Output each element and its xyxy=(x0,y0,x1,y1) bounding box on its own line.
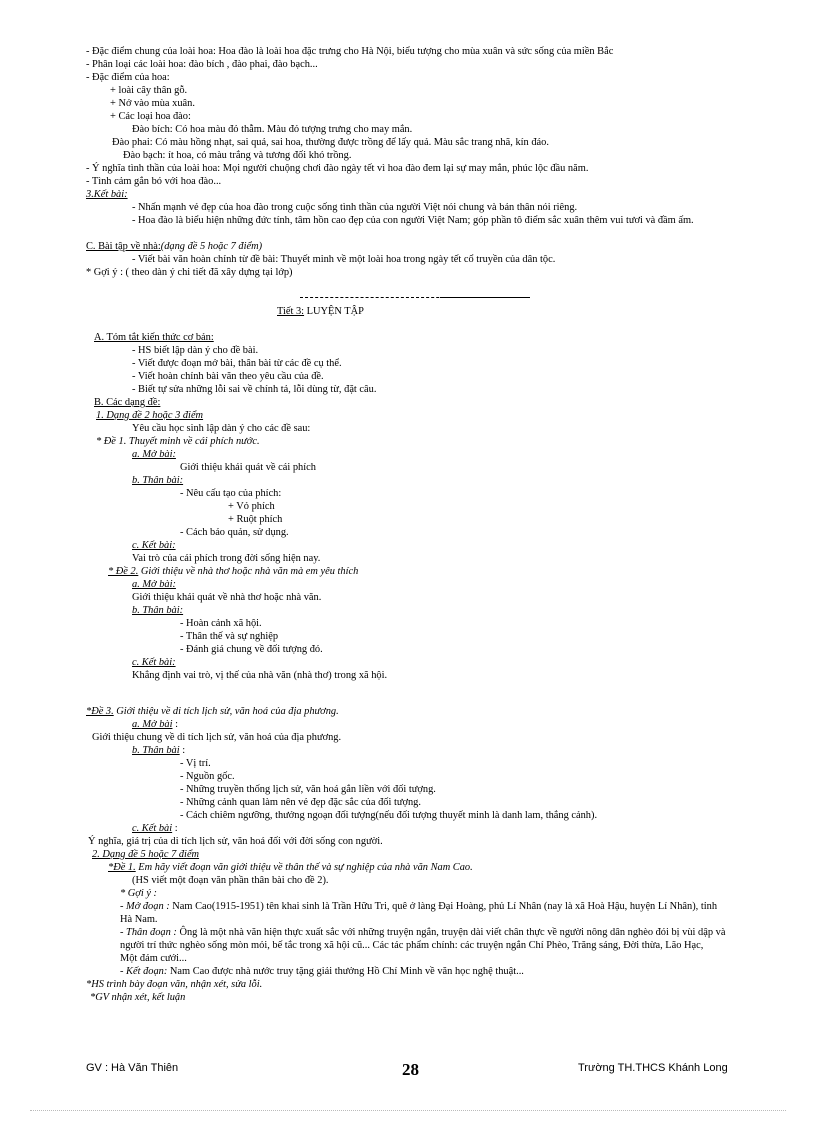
text-line xyxy=(132,214,694,227)
text-line-main: *HS trình bày đoạn văn, nhận xét, sửa lỗi. xyxy=(86,979,263,990)
text-line-main: (HS viết một đoạn văn phần thân bài cho đề 2). xyxy=(132,875,329,886)
text-line xyxy=(132,123,412,136)
text-line-tail: Nam Cao được nhà nước truy tặng giải thưởng Hồ Chí Minh về văn học nghệ thuật... xyxy=(167,966,524,977)
text-line xyxy=(86,175,221,188)
text-line-main: - Đặc điểm của hoa: xyxy=(86,72,170,83)
text-line xyxy=(132,201,577,214)
text-line-tail: Em hãy viết đoạn văn giới thiệu về thân thế và sự nghiệp của nhà văn Nam Cao. xyxy=(135,862,473,873)
text-line-tail: (dạng đề 5 hoặc 7 điểm) xyxy=(160,241,263,252)
text-line xyxy=(86,162,588,175)
text-line xyxy=(86,978,262,991)
text-line xyxy=(132,253,555,266)
text-line-main: - Những cảnh quan làm nên vẻ đẹp đặc sắc của đối tượng. xyxy=(180,797,421,808)
text-line-main: - Thân thế và sự nghiệp xyxy=(180,631,279,642)
text-line-main: Yêu cầu học sinh lập dàn ý cho các đề sau: xyxy=(132,423,311,434)
text-line-main: c. Kết bài xyxy=(132,823,173,834)
text-line-main: + Vỏ phích xyxy=(228,501,275,512)
text-line xyxy=(132,344,258,357)
text-line xyxy=(132,539,176,552)
text-line xyxy=(132,383,376,396)
text-line-main: A. Tóm tắt kiến thức cơ bản: xyxy=(94,332,214,343)
footer-teacher: GV : Hà Văn Thiên xyxy=(86,1062,179,1074)
text-line xyxy=(110,97,195,110)
text-line-main: *Đề 3. xyxy=(86,706,114,717)
text-line xyxy=(120,900,717,913)
text-line-main: - Nguồn gốc. xyxy=(180,771,235,782)
text-line xyxy=(108,565,358,578)
text-line-main: + Nở vào mùa xuân. xyxy=(110,98,195,109)
text-line xyxy=(112,136,549,149)
text-line xyxy=(132,874,329,887)
text-line xyxy=(132,357,342,370)
text-line-main: - Phân loại các loài hoa: đào bích , đào phai, đào bạch... xyxy=(86,59,318,70)
text-line-main: - Ý nghĩa tình thần của loài hoa: Mọi người chuộng chơi đào ngày tết vì hoa đào đem lại sự may mắn, phúc lộc đầu năm. xyxy=(86,163,589,174)
text-line-main: c. Kết bài: xyxy=(132,657,176,668)
text-line xyxy=(132,656,176,669)
text-line-main: - Tình cảm gắn bó với hoa đào... xyxy=(86,176,222,187)
text-line-main: - Viết bài văn hoàn chỉnh từ đề bài: Thuyết minh về một loài hoa trong ngày tết cổ truyền của dân tộc. xyxy=(132,254,556,265)
text-line-main: Một đám cưới... xyxy=(120,953,187,964)
text-line xyxy=(180,617,262,630)
text-line xyxy=(180,757,211,770)
footer-school: Trường TH.THCS Khánh Long xyxy=(578,1062,728,1074)
text-line xyxy=(86,71,170,84)
text-line-main: b. Thân bài: xyxy=(132,605,184,616)
text-line xyxy=(120,887,157,900)
text-line xyxy=(86,188,128,201)
text-line-tail: Nam Cao(1915-1951) tên khai sinh là Trần Hữu Tri, quê ở làng Đại Hoàng, phủ Lí Nhân (nay là xã Hoà Hậu, huyện Lí Nhân), tỉnh xyxy=(169,901,718,912)
text-line xyxy=(132,822,178,835)
text-line xyxy=(86,45,613,58)
text-line xyxy=(110,110,191,123)
text-line xyxy=(180,526,289,539)
text-line xyxy=(132,448,176,461)
text-line xyxy=(132,744,185,757)
text-line xyxy=(228,500,275,513)
text-line-main: a. Mở bài: xyxy=(132,449,176,460)
text-line-main: a. Mở bài: xyxy=(132,579,176,590)
text-line-main: - Biết tự sửa những lỗi sai về chính tả, lỗi dùng từ, đặt câu. xyxy=(132,384,377,395)
text-line xyxy=(120,926,725,939)
text-line xyxy=(132,474,183,487)
text-line-tail: Giới thiệu về di tích lịch sử, văn hoá của địa phương. xyxy=(113,706,339,717)
text-line-main: - Cách bảo quản, sử dụng. xyxy=(180,527,289,538)
text-line xyxy=(86,240,262,253)
text-line xyxy=(94,396,160,409)
text-line xyxy=(132,370,324,383)
text-line-main: a. Mở bài xyxy=(132,719,173,730)
text-line-main: C. Bài tập về nhà: xyxy=(86,241,161,252)
text-line-main: - Đặc điểm chung của loài hoa: Hoa đào là loài hoa đặc trưng cho Hà Nội, biểu tượng cho mùa xuân và sức sống của miền Bắc xyxy=(86,46,614,57)
text-line xyxy=(180,487,281,500)
text-line-tail: : xyxy=(172,719,178,730)
text-line-main: * Đề 1. Thuyết minh về cái phích nước. xyxy=(96,436,260,447)
text-line xyxy=(180,643,323,656)
text-line-main: c. Kết bài: xyxy=(132,540,176,551)
text-line-main: + Ruột phích xyxy=(228,514,283,525)
text-line xyxy=(180,461,316,474)
text-line-main: *Đề 1. xyxy=(108,862,136,873)
text-line xyxy=(132,604,183,617)
text-line xyxy=(92,731,341,744)
text-line xyxy=(132,718,178,731)
page-number: 28 xyxy=(402,1060,419,1079)
text-line xyxy=(120,939,703,952)
text-line-main: * Gợi ý : ( theo dàn ý chi tiết đã xây dựng tại lớp) xyxy=(86,267,293,278)
text-line xyxy=(180,770,235,783)
text-line-main: - Thân đoạn : xyxy=(120,927,177,938)
text-line-main: - Viết hoàn chỉnh bài văn theo yêu cầu của đề. xyxy=(132,371,324,382)
text-line xyxy=(120,952,187,965)
text-line-main: b. Thân bài xyxy=(132,745,180,756)
text-line-main: - HS biết lập dàn ý cho đề bài. xyxy=(132,345,259,356)
text-line xyxy=(180,630,278,643)
text-line xyxy=(108,861,473,874)
text-line-main: * Gợi ý : xyxy=(120,888,157,899)
text-line xyxy=(96,409,203,422)
text-line-main: Hà Nam. xyxy=(120,914,158,925)
text-line-main: Ý nghĩa, giá trị của di tích lịch sử, văn hoá đối với đời sống con người. xyxy=(88,836,383,847)
text-line-main: - Viết được đoạn mở bài, thân bài từ các đề cụ thể. xyxy=(132,358,342,369)
text-line-tail: LUYỆN TẬP xyxy=(304,306,364,317)
text-line xyxy=(92,848,199,861)
text-line-main: Vai trò của cái phích trong đời sống hiện nay. xyxy=(132,553,321,564)
text-line-main: b. Thân bài: xyxy=(132,475,184,486)
text-line-main: Giới thiệu khái quát về cái phích xyxy=(180,462,316,473)
page-bottom-border xyxy=(30,1110,786,1111)
text-line xyxy=(180,796,421,809)
text-line-main: Đào bích: Có hoa màu đỏ thẫm. Màu đỏ tượng trưng cho may mắn. xyxy=(132,124,413,135)
text-line-main: Khẳng định vai trò, vị thế của nhà văn (nhà thơ) trong xã hội. xyxy=(132,670,388,681)
text-line-main: + Các loại hoa đào: xyxy=(110,111,191,122)
text-line xyxy=(110,84,187,97)
text-line-main: 1. Dạng đề 2 hoặc 3 điểm xyxy=(96,410,204,421)
text-line xyxy=(90,991,185,1004)
text-line xyxy=(88,835,383,848)
text-line-main: Giới thiệu khái quát về nhà thơ hoặc nhà văn. xyxy=(132,592,322,603)
text-line-main: *GV nhận xét, kết luận xyxy=(90,992,186,1003)
text-line xyxy=(228,513,282,526)
text-line-main: 2. Dạng đề 5 hoặc 7 điểm xyxy=(92,849,200,860)
text-line-main: - Kết đoạn: xyxy=(120,966,168,977)
text-line-main: - Những truyền thống lịch sử, văn hoá gắn liền với đối tượng. xyxy=(180,784,436,795)
text-line xyxy=(96,435,260,448)
text-line xyxy=(180,783,436,796)
section-divider-solid xyxy=(440,297,530,298)
text-line-main: Đào bạch: ít hoa, có màu trắng và tương đối khó trồng. xyxy=(123,150,352,161)
text-line-main: - Hoa đào là biểu hiện những đức tính, tâm hồn cao đẹp của con người Việt Nam; góp phần tô điểm sắc xuân thêm vui tươi và đầm ấm. xyxy=(132,215,694,226)
text-line xyxy=(180,809,597,822)
text-line-main: - Mở đoạn : xyxy=(120,901,170,912)
text-line-main: - Đánh giá chung về đối tượng đó. xyxy=(180,644,323,655)
text-line-main: - Hoàn cảnh xã hội. xyxy=(180,618,262,629)
text-line-main: - Cách chiêm ngưỡng, thưởng ngoạn đối tượng(nếu đối tượng thuyết minh là danh lam, thắng cảnh). xyxy=(180,810,598,821)
text-line-main: Giới thiệu chung về di tích lịch sử, văn hoá của địa phương. xyxy=(92,732,342,743)
text-line xyxy=(86,705,339,718)
text-line-main: * Đề 2. xyxy=(108,566,139,577)
text-line xyxy=(123,149,351,162)
text-line xyxy=(132,422,310,435)
text-line-main: - Vị trí. xyxy=(180,758,211,769)
text-line xyxy=(86,266,293,279)
text-line-main: B. Các dạng đề: xyxy=(94,397,161,408)
text-line-main: Tiết 3: xyxy=(277,306,305,317)
text-line xyxy=(132,578,176,591)
text-line-tail: : xyxy=(179,745,186,756)
text-line xyxy=(277,305,364,318)
text-line-main: Đào phai: Có màu hồng nhạt, sai quả, sai hoa, thường được trồng để lấy quả. Màu sắc trang nhã, kín đáo. xyxy=(112,137,549,148)
text-line-tail: Giới thiệu về nhà thơ hoặc nhà văn mà em yêu thích xyxy=(138,566,359,577)
text-line xyxy=(94,331,214,344)
text-line-main: + loài cây thân gỗ. xyxy=(110,85,188,96)
text-line xyxy=(132,591,321,604)
text-line xyxy=(86,58,318,71)
text-line xyxy=(120,913,158,926)
text-line-main: - Nhấn mạnh vẻ đẹp của hoa đào trong cuộc sống tình thần của người Việt nói chung và bản thân nói riêng. xyxy=(132,202,578,213)
text-line xyxy=(120,965,524,978)
text-line xyxy=(132,552,320,565)
text-line xyxy=(132,669,387,682)
text-line-main: 3.Kết bài: xyxy=(86,189,128,200)
text-line-tail: Ông là một nhà văn hiện thực xuất sắc với những truyện ngắn, truyện dài viết chân thực về người nông dân nghèo đói bị vùi dập và xyxy=(176,927,726,938)
text-line-main: người trí thức nghèo sống mòn mỏi, bế tắc trong xã hội cũ... Các tác phẩm chính: các truyện ngắn Chí Phèo, Trăng sáng, Đời thừa, Lão Hạc, xyxy=(120,940,704,951)
text-line-tail: : xyxy=(172,823,178,834)
text-line-main: - Nêu cấu tạo của phích: xyxy=(180,488,282,499)
